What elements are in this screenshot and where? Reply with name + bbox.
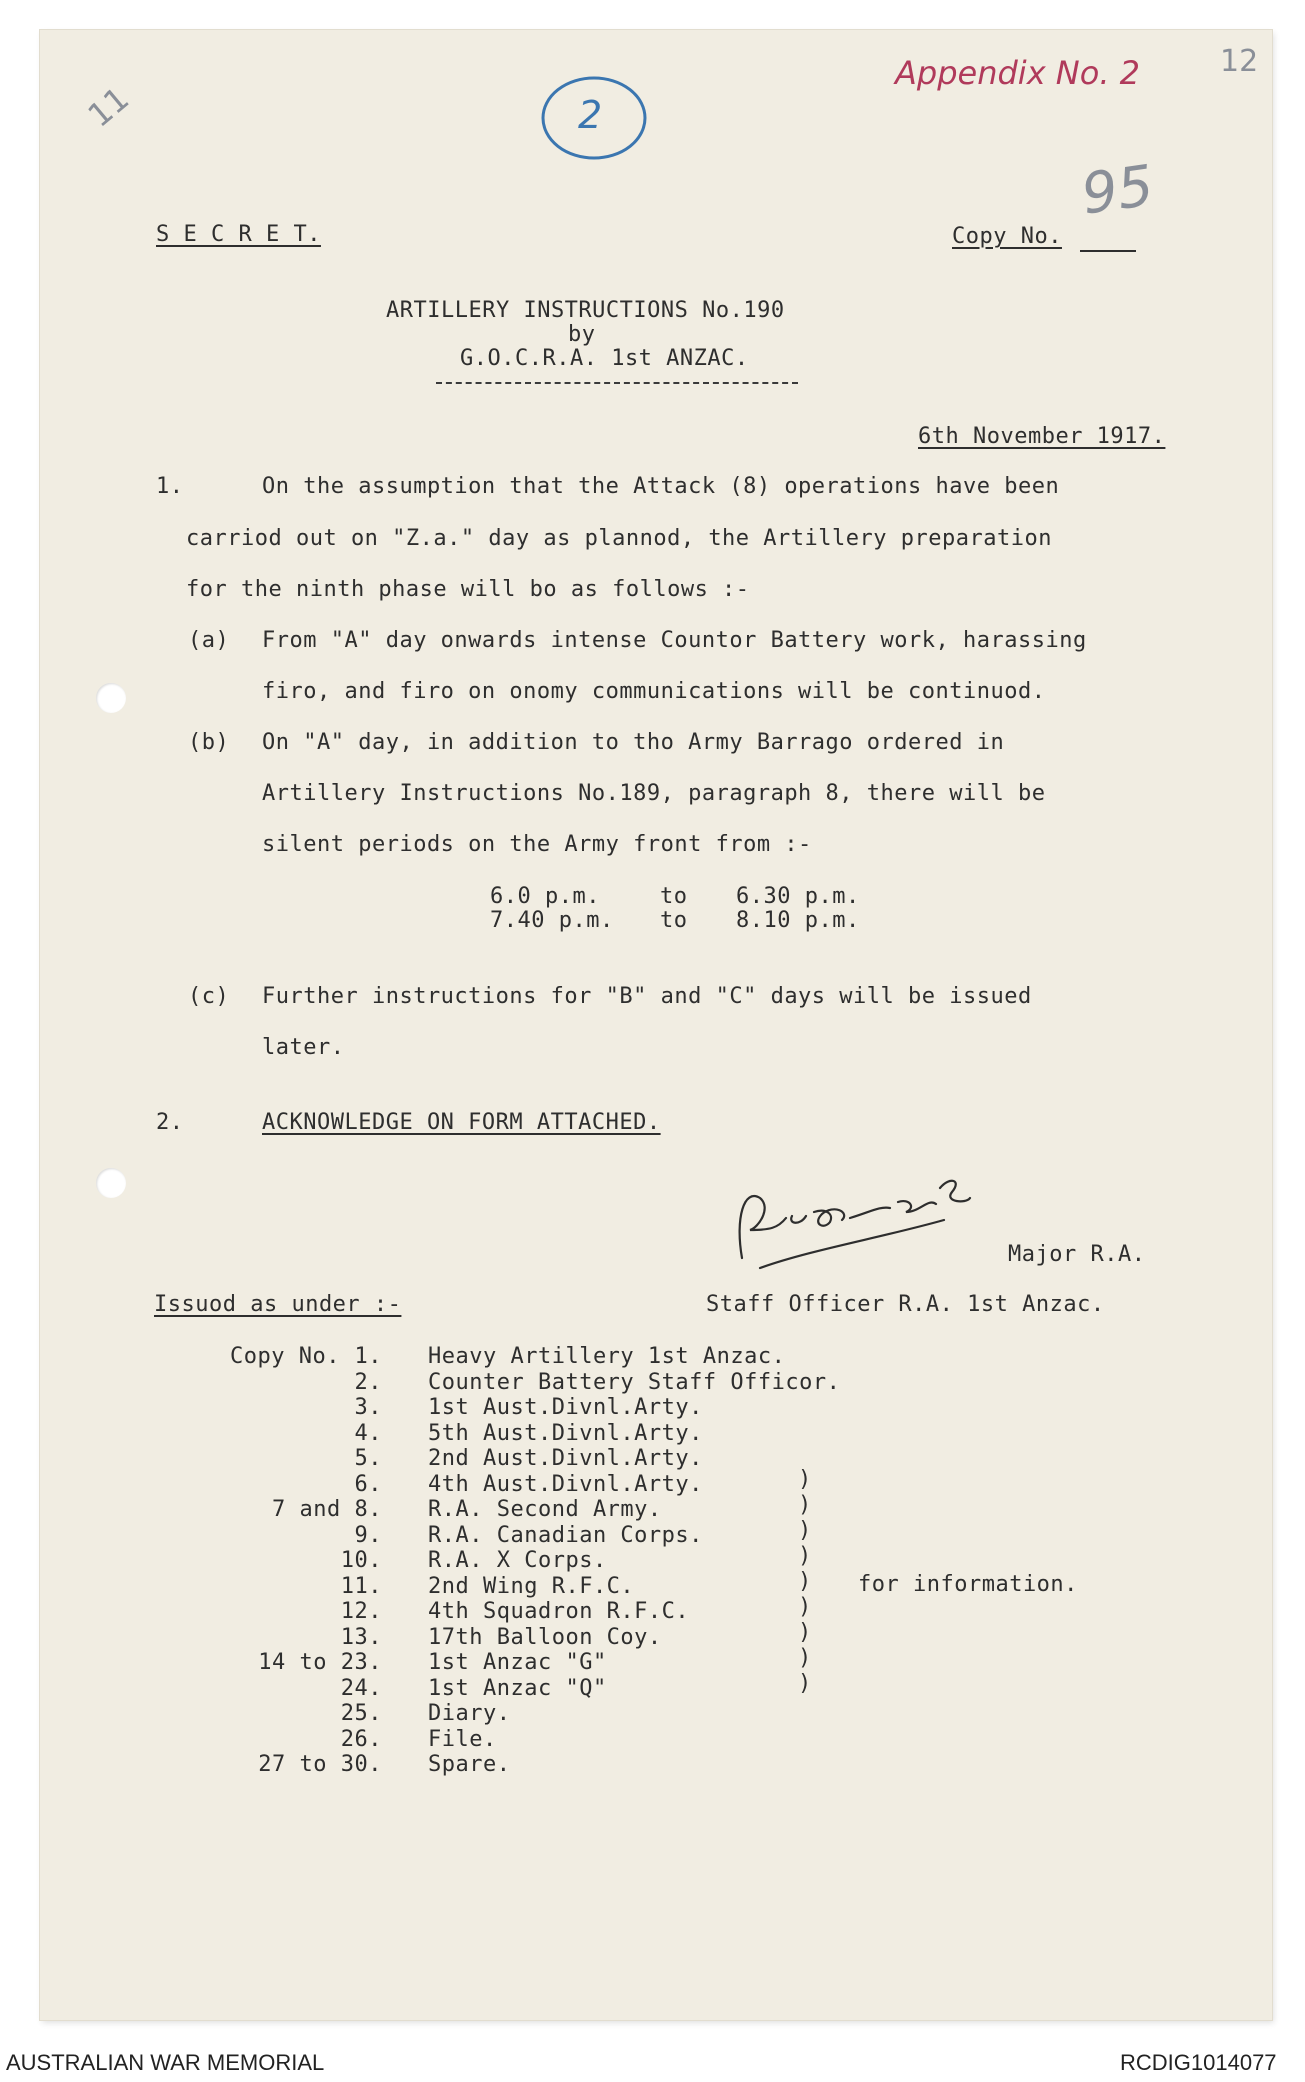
copy-number-handwritten: 95 xyxy=(1077,153,1158,228)
subpara-b-label: (b) xyxy=(188,730,230,755)
distribution-copy-number: 25. xyxy=(340,1701,382,1726)
distribution-label: Issuod as under :- xyxy=(154,1292,402,1317)
distribution-copy-number: 9. xyxy=(354,1522,382,1548)
distribution-recipient: Diary. xyxy=(428,1701,511,1726)
bracket-mark: ) xyxy=(798,1492,812,1518)
signatory-rank: Major R.A. xyxy=(1008,1242,1146,1267)
distribution-copy-number: 10. xyxy=(340,1548,382,1573)
bracket-mark: ) xyxy=(798,1671,812,1696)
distribution-copy-number: 5. xyxy=(354,1446,382,1471)
document-date: 6th November 1917. xyxy=(918,424,1166,449)
secret-heading: S E C R E T. xyxy=(156,222,321,247)
title-line-3: G.O.C.R.A. 1st ANZAC. xyxy=(460,346,749,371)
para-2-text: ACKNOWLEDGE ON FORM ATTACHED. xyxy=(262,1110,661,1135)
distribution-copy-number: 7 and 8. xyxy=(272,1497,382,1522)
distribution-copy-number: 27 to 30. xyxy=(258,1752,382,1777)
bracket-mark: ) xyxy=(798,1518,812,1543)
title-line-1: ARTILLERY INSTRUCTIONS No.190 xyxy=(386,298,785,323)
silent-period-to: 6.30 p.m. xyxy=(736,884,860,909)
subpara-c-label: (c) xyxy=(188,984,230,1009)
punch-hole xyxy=(96,1168,126,1198)
distribution-copy-number: 13. xyxy=(340,1624,382,1650)
distribution-copy-number: 11. xyxy=(340,1573,382,1599)
para-1-line: On the assumption that the Attack (8) operations have been xyxy=(262,474,1060,499)
distribution-recipient: 4th Squadron R.F.C. xyxy=(428,1599,690,1624)
subpara-a-label: (a) xyxy=(188,628,230,653)
bracket-mark: ) xyxy=(798,1645,812,1671)
distribution-recipient: 1st Anzac "Q" xyxy=(428,1675,607,1701)
bracket-mark: ) xyxy=(798,1620,812,1645)
title-rule xyxy=(436,382,798,384)
folio-number-left: 11 xyxy=(80,79,137,135)
distribution-copy-number: 2. xyxy=(354,1369,382,1395)
subpara-b-line: Artillery Instructions No.189, paragraph 8, there will be xyxy=(262,781,1046,806)
bracket-marks xyxy=(796,1468,816,1700)
bracket-mark: ) xyxy=(798,1569,812,1594)
copy-no-label: Copy No. xyxy=(952,224,1062,249)
distribution-recipient: R.A. X Corps. xyxy=(428,1548,607,1573)
punch-hole xyxy=(96,683,126,713)
distribution-recipient: Heavy Artillery 1st Anzac. xyxy=(428,1344,786,1369)
distribution-recipient: Spare. xyxy=(428,1752,511,1777)
distribution-recipient: File. xyxy=(428,1726,497,1752)
para-1-line: for the ninth phase will bo as follows :- xyxy=(186,577,750,602)
subpara-b-line: silent periods on the Army front from :- xyxy=(262,832,812,857)
signatory-appointment: Staff Officer R.A. 1st Anzac. xyxy=(706,1292,1105,1317)
footer-reference-code: RCDIG1014077 xyxy=(1120,2050,1277,2075)
document-page xyxy=(40,30,1272,2020)
bracket-mark: ) xyxy=(798,1594,812,1620)
distribution-recipient: 1st Aust.Divnl.Arty. xyxy=(428,1395,703,1420)
distribution-recipient: 17th Balloon Coy. xyxy=(428,1624,662,1650)
distribution-copy-number: 24. xyxy=(340,1675,382,1701)
para-1-line: carriod out on "Z.a." day as plannod, the Artillery preparation xyxy=(186,526,1052,551)
distribution-recipient: 4th Aust.Divnl.Arty. xyxy=(428,1471,703,1497)
distribution-copy-number: 12. xyxy=(340,1599,382,1624)
subpara-b-line: On "A" day, in addition to tho Army Barrago ordered in xyxy=(262,730,1005,755)
distribution-copy-number: 14 to 23. xyxy=(258,1650,382,1675)
bracket-mark: ) xyxy=(798,1468,812,1492)
distribution-recipient: 1st Anzac "G" xyxy=(428,1650,607,1675)
distribution-copy-number: 4. xyxy=(354,1420,382,1446)
distribution-recipient: 2nd Aust.Divnl.Arty. xyxy=(428,1446,703,1471)
appendix-stamp: Appendix No. 2 xyxy=(895,54,1141,92)
para-2-number: 2. xyxy=(156,1110,184,1135)
title-line-2: by xyxy=(568,322,596,347)
subpara-a-line: From "A" day onwards intense Countor Battery work, harassing xyxy=(262,628,1087,653)
copy-no-prefix: Copy No. xyxy=(230,1344,340,1369)
distribution-copy-number: 6. xyxy=(354,1471,382,1497)
distribution-recipient: 5th Aust.Divnl.Arty. xyxy=(428,1420,703,1446)
folio-number-right: 12 xyxy=(1220,44,1259,79)
distribution-copy-number: 1. xyxy=(354,1344,382,1369)
distribution-recipient: R.A. Second Army. xyxy=(428,1497,662,1522)
subpara-c-line: later. xyxy=(262,1035,345,1060)
silent-period-from: 7.40 p.m. xyxy=(490,908,614,933)
silent-period-from: 6.0 p.m. xyxy=(490,884,600,909)
circled-number: 2 xyxy=(578,93,603,137)
distribution-recipient: Counter Battery Staff Officor. xyxy=(428,1369,841,1395)
subpara-c-line: Further instructions for "B" and "C" days will be issued xyxy=(262,984,1032,1009)
for-information-note: for information. xyxy=(858,1572,1078,1597)
copy-no-rule xyxy=(1080,250,1136,252)
distribution-recipient: R.A. Canadian Corps. xyxy=(428,1522,703,1548)
silent-period-to: 8.10 p.m. xyxy=(736,908,860,933)
bracket-mark: ) xyxy=(798,1543,812,1569)
silent-period-to-word: to xyxy=(660,908,688,933)
distribution-copy-number: 3. xyxy=(354,1395,382,1420)
distribution-copy-number: 26. xyxy=(340,1726,382,1752)
handwritten-signature xyxy=(730,1158,1020,1278)
para-1-number: 1. xyxy=(156,474,184,499)
silent-period-to-word: to xyxy=(660,884,688,909)
footer-archive-name: AUSTRALIAN WAR MEMORIAL xyxy=(6,2050,325,2075)
distribution-recipient: 2nd Wing R.F.C. xyxy=(428,1573,635,1599)
subpara-a-line: firo, and firo on onomy communications will be continuod. xyxy=(262,679,1046,704)
